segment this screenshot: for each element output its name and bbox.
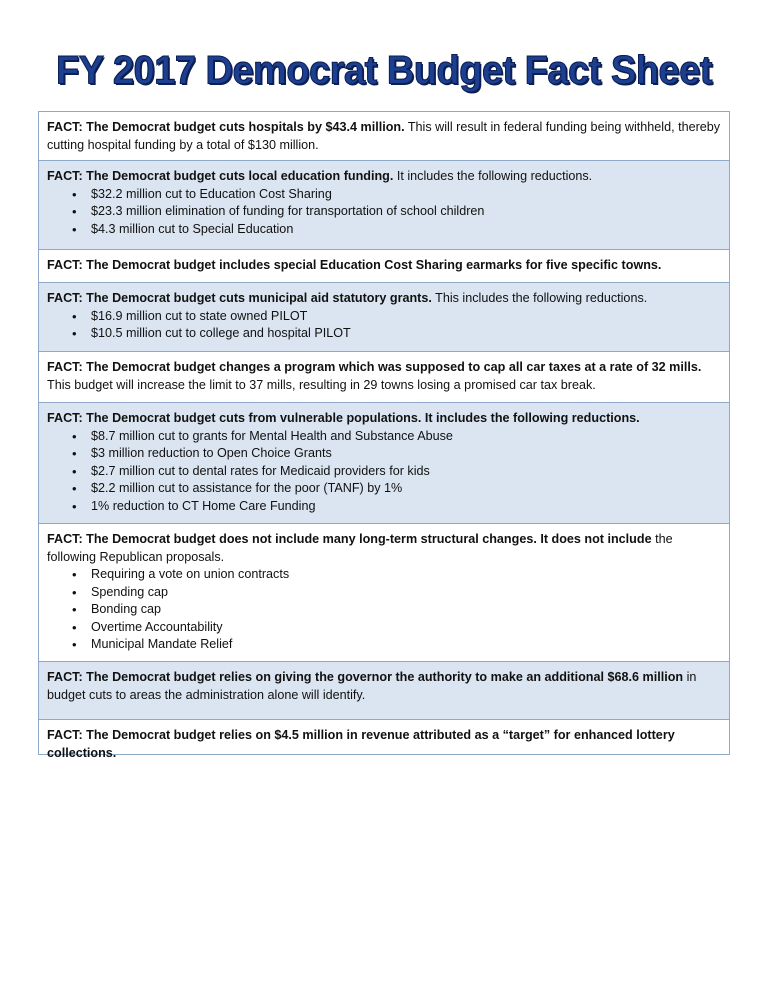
fact-box bbox=[39, 161, 729, 250]
fact-text: This includes the following reductions. bbox=[431, 291, 648, 305]
fact-box bbox=[39, 720, 729, 760]
fact-heading: FACT: The Democrat budget cuts hospitals by $43.4 million. bbox=[47, 120, 405, 134]
fact-box bbox=[39, 403, 729, 524]
list-item: • $8.7 million cut to grants for Mental Health and Substance Abuse bbox=[47, 428, 721, 446]
fact-heading: FACT: The Democrat budget relies on giving the governor the authority to make an additional $68.6 million bbox=[47, 670, 684, 684]
list-item: • $2.7 million cut to dental rates for Medicaid providers for kids bbox=[47, 463, 721, 481]
list-item: • Bonding cap bbox=[47, 601, 721, 619]
fact-heading: FACT: The Democrat budget does not include many long-term structural changes. It does not include bbox=[47, 532, 652, 546]
list-item: • $3 million reduction to Open Choice Grants bbox=[47, 445, 721, 463]
fact-box bbox=[39, 112, 729, 161]
list-item: • Requiring a vote on union contracts bbox=[47, 566, 721, 584]
fact-heading: FACT: The Democrat budget cuts from vulnerable populations. It includes the following reductions. bbox=[47, 411, 640, 425]
fact-box bbox=[39, 662, 729, 720]
list-item: • Spending cap bbox=[47, 584, 721, 602]
fact-text: It includes the following reductions. bbox=[393, 169, 593, 183]
fact-heading: FACT: The Democrat budget cuts local education funding. bbox=[47, 169, 394, 183]
fact-heading: FACT: The Democrat budget relies on $4.5 million in revenue attributed as a “target” for enhanced lottery collections. bbox=[47, 728, 675, 760]
fact-box bbox=[39, 352, 729, 403]
list-item: • $23.3 million elimination of funding for transportation of school children bbox=[47, 203, 721, 221]
list-item: • $16.9 million cut to state owned PILOT bbox=[47, 308, 721, 326]
fact-text: the following Republican proposals. bbox=[47, 532, 673, 564]
list-item: • $2.2 million cut to assistance for the poor (TANF) by 1% bbox=[47, 480, 721, 498]
fact-text: This will result in federal funding being withheld, thereby cutting hospital funding by a total of $130 million. bbox=[47, 120, 721, 152]
fact-box bbox=[39, 524, 729, 662]
fact-heading: FACT: The Democrat budget changes a program which was supposed to cap all car taxes at a rate of 32 mills. bbox=[47, 360, 702, 374]
fact-heading: FACT: The Democrat budget cuts municipal aid statutory grants. bbox=[47, 291, 432, 305]
fact-box bbox=[39, 250, 729, 283]
fact-text: in budget cuts to areas the administration alone will identify. bbox=[47, 670, 697, 702]
list-item: • Municipal Mandate Relief bbox=[47, 636, 721, 654]
bullet-list bbox=[47, 566, 721, 654]
list-item: • $32.2 million cut to Education Cost Sharing bbox=[47, 186, 721, 204]
list-item: • Overtime Accountability bbox=[47, 619, 721, 637]
fact-sheet bbox=[38, 111, 730, 760]
list-item: • 1% reduction to CT Home Care Funding bbox=[47, 498, 721, 516]
bullet-list bbox=[47, 428, 721, 516]
fact-heading: FACT: The Democrat budget includes special Education Cost Sharing earmarks for five specific towns. bbox=[47, 258, 662, 272]
bullet-list bbox=[47, 308, 721, 343]
fact-box bbox=[39, 283, 729, 352]
page-title: FY 2017 Democrat Budget Fact Sheet bbox=[56, 48, 712, 94]
bullet-list bbox=[47, 186, 721, 239]
list-item: • $10.5 million cut to college and hospital PILOT bbox=[47, 325, 721, 343]
list-item: • $4.3 million cut to Special Education bbox=[47, 221, 721, 239]
fact-text: This budget will increase the limit to 37 mills, resulting in 29 towns losing a promised car tax break. bbox=[47, 377, 596, 392]
